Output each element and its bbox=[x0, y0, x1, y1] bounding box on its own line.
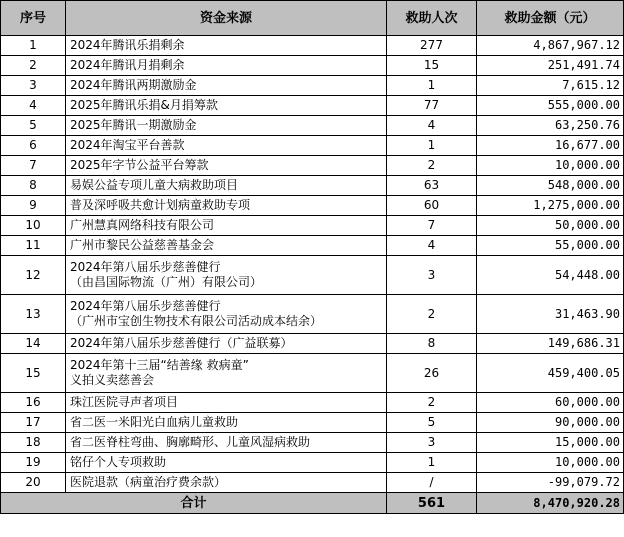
row-source-line: 2024年腾讯两期激励金 bbox=[70, 78, 197, 92]
row-source-line: 易娱公益专项儿童大病救助项目 bbox=[70, 178, 239, 192]
row-source-line: 义拍义卖慈善会 bbox=[70, 373, 155, 387]
row-count: 4 bbox=[387, 116, 477, 136]
row-no: 19 bbox=[1, 453, 66, 473]
row-source bbox=[66, 36, 387, 56]
row-source-line: 省二医脊柱弯曲、胸廓畸形、儿童风湿病救助 bbox=[70, 435, 311, 449]
row-no: 8 bbox=[1, 176, 66, 196]
row-source bbox=[66, 216, 387, 236]
table-row bbox=[1, 256, 624, 295]
table-row bbox=[1, 116, 624, 136]
row-source bbox=[66, 76, 387, 96]
row-source bbox=[66, 413, 387, 433]
row-source-line: 铭仔个人专项救助 bbox=[70, 455, 167, 469]
row-no: 20 bbox=[1, 473, 66, 493]
row-source-line: 2024年腾讯月捐剩余 bbox=[70, 58, 185, 72]
row-count: 4 bbox=[387, 236, 477, 256]
row-source-line: 2025年字节公益平台筹款 bbox=[70, 158, 209, 172]
row-source-line: （由昌国际物流（广州）有限公司） bbox=[70, 275, 263, 289]
row-source-line: 省二医一米阳光白血病儿童救助 bbox=[70, 415, 239, 429]
row-amount: 16,677.00 bbox=[477, 136, 624, 156]
table-row bbox=[1, 216, 624, 236]
total-label: 合计 bbox=[1, 493, 387, 514]
row-count: 77 bbox=[387, 96, 477, 116]
row-count: 2 bbox=[387, 156, 477, 176]
row-amount: 10,000.00 bbox=[477, 156, 624, 176]
row-amount: 15,000.00 bbox=[477, 433, 624, 453]
row-count: 1 bbox=[387, 76, 477, 96]
table-row bbox=[1, 354, 624, 393]
table-row bbox=[1, 295, 624, 334]
row-count: 1 bbox=[387, 453, 477, 473]
row-source bbox=[66, 473, 387, 493]
table-row bbox=[1, 393, 624, 413]
row-amount: 251,491.74 bbox=[477, 56, 624, 76]
table-row bbox=[1, 56, 624, 76]
table-row bbox=[1, 136, 624, 156]
row-amount: 31,463.90 bbox=[477, 295, 624, 334]
row-count: 63 bbox=[387, 176, 477, 196]
row-no: 13 bbox=[1, 295, 66, 334]
row-amount: -99,079.72 bbox=[477, 473, 624, 493]
row-no: 17 bbox=[1, 413, 66, 433]
row-count: 2 bbox=[387, 295, 477, 334]
row-amount: 90,000.00 bbox=[477, 413, 624, 433]
row-source bbox=[66, 433, 387, 453]
row-amount: 63,250.76 bbox=[477, 116, 624, 136]
row-no: 6 bbox=[1, 136, 66, 156]
table-row bbox=[1, 36, 624, 56]
table-header bbox=[1, 1, 624, 36]
row-source-line: 2025年腾讯乐捐&月捐筹款 bbox=[70, 98, 218, 112]
header-count: 救助人次 bbox=[387, 1, 477, 36]
row-no: 15 bbox=[1, 354, 66, 393]
row-source bbox=[66, 236, 387, 256]
row-source-line: 广州市黎民公益慈善基金会 bbox=[70, 238, 215, 252]
row-amount: 10,000.00 bbox=[477, 453, 624, 473]
row-source bbox=[66, 393, 387, 413]
row-amount: 50,000.00 bbox=[477, 216, 624, 236]
row-source bbox=[66, 176, 387, 196]
row-count: 15 bbox=[387, 56, 477, 76]
header-amount: 救助金额（元） bbox=[477, 1, 624, 36]
row-amount: 1,275,000.00 bbox=[477, 196, 624, 216]
row-source bbox=[66, 196, 387, 216]
row-source bbox=[66, 354, 387, 393]
row-no: 2 bbox=[1, 56, 66, 76]
row-source bbox=[66, 56, 387, 76]
row-source-line: 2025年腾讯一期激励金 bbox=[70, 118, 197, 132]
row-no: 18 bbox=[1, 433, 66, 453]
table-row bbox=[1, 413, 624, 433]
table-row bbox=[1, 96, 624, 116]
row-source bbox=[66, 453, 387, 473]
row-source-line: （广州市宝创生物技术有限公司活动成本结余） bbox=[70, 314, 323, 328]
row-source bbox=[66, 295, 387, 334]
row-no: 16 bbox=[1, 393, 66, 413]
row-count: 1 bbox=[387, 136, 477, 156]
row-source bbox=[66, 96, 387, 116]
row-no: 11 bbox=[1, 236, 66, 256]
table-row bbox=[1, 433, 624, 453]
row-no: 4 bbox=[1, 96, 66, 116]
row-amount: 149,686.31 bbox=[477, 334, 624, 354]
row-source-line: 2024年第八届乐步慈善健行 bbox=[70, 260, 221, 274]
table-row bbox=[1, 236, 624, 256]
row-count: 2 bbox=[387, 393, 477, 413]
row-source bbox=[66, 334, 387, 354]
row-no: 14 bbox=[1, 334, 66, 354]
row-amount: 54,448.00 bbox=[477, 256, 624, 295]
table-row bbox=[1, 76, 624, 96]
row-count: 26 bbox=[387, 354, 477, 393]
table-row bbox=[1, 453, 624, 473]
row-source bbox=[66, 156, 387, 176]
row-amount: 548,000.00 bbox=[477, 176, 624, 196]
row-amount: 55,000.00 bbox=[477, 236, 624, 256]
row-no: 3 bbox=[1, 76, 66, 96]
table-footer bbox=[1, 493, 624, 514]
row-source-line: 普及深呼吸共愈计划病童救助专项 bbox=[70, 198, 251, 212]
table-row bbox=[1, 473, 624, 493]
table-row bbox=[1, 156, 624, 176]
row-source bbox=[66, 136, 387, 156]
total-amount: 8,470,920.28 bbox=[477, 493, 624, 514]
row-count: 5 bbox=[387, 413, 477, 433]
header-source: 资金来源 bbox=[66, 1, 387, 36]
row-count: / bbox=[387, 473, 477, 493]
row-amount: 4,867,967.12 bbox=[477, 36, 624, 56]
row-amount: 459,400.05 bbox=[477, 354, 624, 393]
row-source-line: 2024年腾讯乐捐剩余 bbox=[70, 38, 185, 52]
row-no: 10 bbox=[1, 216, 66, 236]
row-count: 60 bbox=[387, 196, 477, 216]
row-no: 7 bbox=[1, 156, 66, 176]
row-source bbox=[66, 116, 387, 136]
table-body bbox=[1, 36, 624, 493]
row-no: 9 bbox=[1, 196, 66, 216]
row-amount: 555,000.00 bbox=[477, 96, 624, 116]
row-source-line: 广州慧真网络科技有限公司 bbox=[70, 218, 215, 232]
row-count: 277 bbox=[387, 36, 477, 56]
row-count: 8 bbox=[387, 334, 477, 354]
row-source-line: 医院退款（病童治疗费余款） bbox=[70, 475, 227, 489]
row-source-line: 2024年淘宝平台善款 bbox=[70, 138, 185, 152]
row-count: 3 bbox=[387, 433, 477, 453]
row-source-line: 2024年第八届乐步慈善健行 bbox=[70, 299, 221, 313]
row-count: 7 bbox=[387, 216, 477, 236]
row-source-line: 2024年第八届乐步慈善健行（广益联募） bbox=[70, 336, 293, 350]
row-no: 12 bbox=[1, 256, 66, 295]
row-amount: 7,615.12 bbox=[477, 76, 624, 96]
row-count: 3 bbox=[387, 256, 477, 295]
row-no: 5 bbox=[1, 116, 66, 136]
row-amount: 60,000.00 bbox=[477, 393, 624, 413]
row-source-line: 2024年第十三届“结善缘 救病童” bbox=[70, 358, 249, 372]
row-no: 1 bbox=[1, 36, 66, 56]
total-count: 561 bbox=[387, 493, 477, 514]
row-source bbox=[66, 256, 387, 295]
table-row bbox=[1, 196, 624, 216]
table-row bbox=[1, 334, 624, 354]
table-row bbox=[1, 176, 624, 196]
header-no: 序号 bbox=[1, 1, 66, 36]
row-source-line: 珠江医院寻声者项目 bbox=[70, 395, 179, 409]
